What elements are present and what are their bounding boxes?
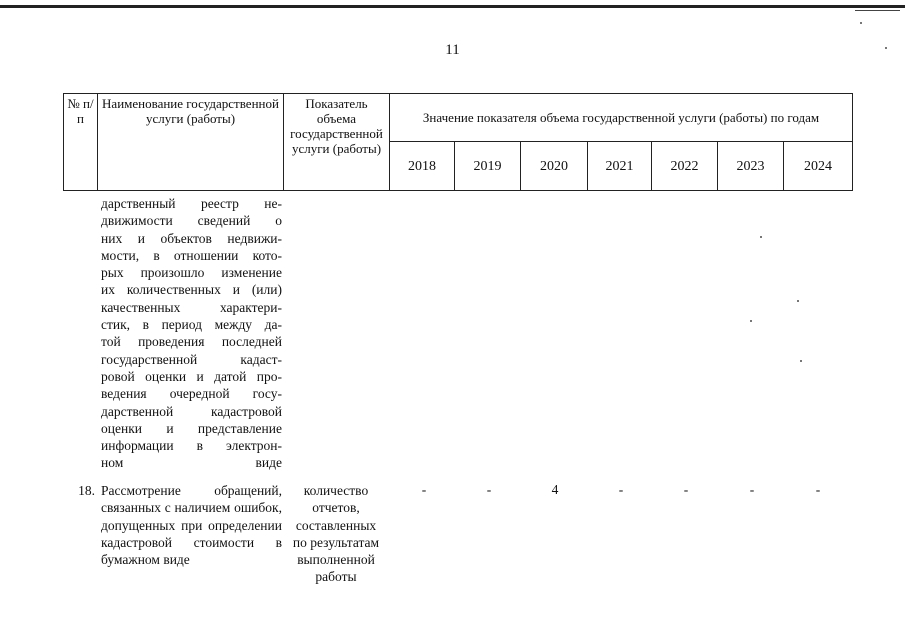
page-number: 11 bbox=[445, 42, 460, 58]
scan-speck bbox=[800, 360, 802, 362]
value-2024: - bbox=[815, 482, 821, 497]
text-line: качественных характери- bbox=[101, 299, 282, 315]
text-line: дарственный реестр не- bbox=[101, 196, 282, 211]
value-2022: - bbox=[683, 482, 689, 497]
row-service-name: Рассмотрение обращений, связанных с наличием ошибок, допущенных при определении кадастровой стоимости в бумажном виде bbox=[101, 483, 282, 568]
table-header bbox=[63, 93, 853, 191]
header-values-group: Значение показателя объема государственной услуги (работы) по годам bbox=[390, 94, 853, 142]
row-indicator: количество отчетов, составленных по результатам выполненной работы bbox=[292, 483, 380, 585]
top-border-line bbox=[0, 5, 905, 8]
text-line: государственной кадаст- bbox=[101, 351, 282, 367]
text-line: информации в электрон- bbox=[101, 438, 282, 454]
value-2020: 4 bbox=[551, 482, 559, 497]
text-line: движимости сведений о bbox=[101, 213, 282, 229]
text-line: оценки и представление bbox=[101, 420, 282, 436]
text-line: ном виде bbox=[101, 455, 282, 471]
header-indicator: Показатель объема государственной услуги (работы) bbox=[284, 94, 390, 191]
header-year: 2020 bbox=[521, 142, 588, 191]
text-line: дарственной кадастровой bbox=[101, 403, 282, 419]
header-year: 2018 bbox=[390, 142, 455, 191]
text-line: них и объектов недвижи- bbox=[101, 230, 282, 246]
row-number: 18. bbox=[78, 483, 95, 498]
header-year: 2021 bbox=[588, 142, 652, 191]
scan-speck bbox=[860, 22, 862, 24]
value-2021: - bbox=[618, 482, 624, 497]
value-2023: - bbox=[749, 482, 755, 497]
scan-speck bbox=[885, 47, 887, 49]
header-year: 2024 bbox=[784, 142, 853, 191]
scan-speck bbox=[750, 320, 752, 322]
value-2019: - bbox=[486, 482, 492, 497]
text-line: ведения очередной госу- bbox=[101, 386, 282, 402]
text-line: той проведения последней bbox=[101, 334, 282, 350]
top-border-line-fragment bbox=[855, 10, 900, 11]
scan-speck bbox=[797, 300, 799, 302]
continued-service-name bbox=[101, 195, 282, 472]
text-line: рых произошло изменение bbox=[101, 265, 282, 281]
text-line: стик, в период между да- bbox=[101, 317, 282, 333]
value-2018: - bbox=[421, 482, 427, 497]
header-year: 2023 bbox=[718, 142, 784, 191]
header-year: 2019 bbox=[455, 142, 521, 191]
scan-speck bbox=[760, 236, 762, 238]
header-num: № п/п bbox=[64, 94, 98, 191]
text-line: ровой оценки и датой про- bbox=[101, 368, 282, 384]
header-service-name: Наименование государственной услуги (работы) bbox=[98, 94, 284, 191]
text-line: мости, в отношении кото- bbox=[101, 247, 282, 263]
header-year: 2022 bbox=[652, 142, 718, 191]
text-line: их количественных и (или) bbox=[101, 282, 282, 298]
